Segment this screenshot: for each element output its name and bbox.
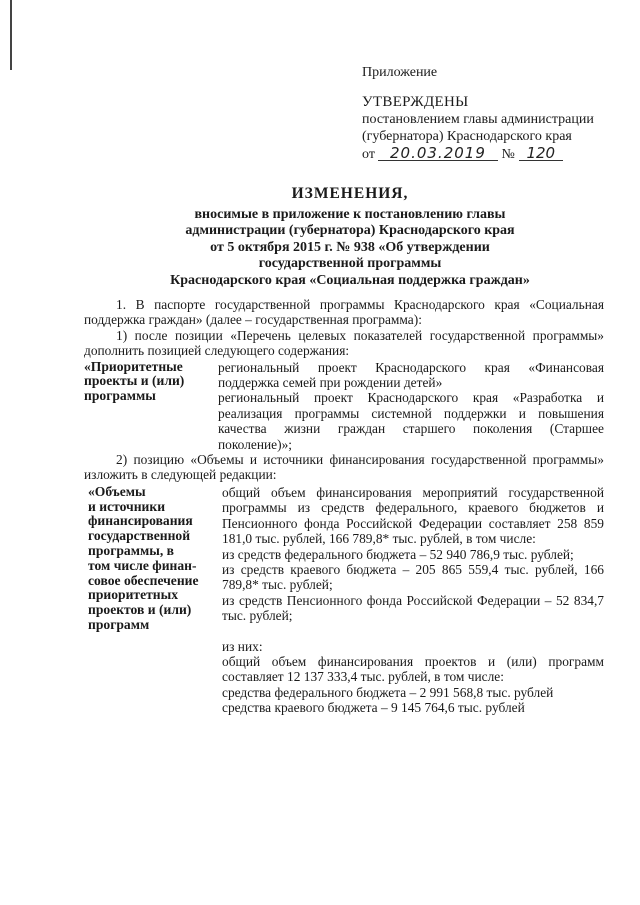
- funding-pension-fund: из средств Пенсионного фонда Российской Федерации – 52 834,7 тыс. рублей;: [222, 592, 604, 624]
- priority-project-1: региональный проект Краснодарского края «Финансовая поддержка семей при рождении детей»: [218, 359, 604, 391]
- funding-total: общий объем финансирования мероприятий государственной программы из средств федерального, краевого бюджетов и Пенсионного фонда Российской Федерации составляет 258 859 181,0 тыс. рублей, 166 789,8* тыс. рублей, в том числе:: [222, 484, 604, 547]
- funding-label-line: приоритетных: [88, 587, 179, 603]
- date-line: [362, 146, 630, 163]
- funding-label-line: совое обеспечение: [88, 572, 199, 588]
- number-prefix: №: [501, 147, 515, 162]
- appendix-label: Приложение: [362, 65, 438, 80]
- funding-label-line: программы, в: [88, 543, 174, 559]
- handwritten-date: 20.03.2019: [378, 146, 498, 161]
- priority-projects-position: [84, 360, 604, 452]
- funding-position: [84, 485, 604, 716]
- funding-label-line: проектов и (или): [88, 602, 192, 618]
- document-body: [84, 297, 604, 716]
- funding-values: [218, 485, 604, 716]
- funding-label-line: государственной: [88, 528, 191, 544]
- title-line-2: администрации (губернатора) Краснодарского края: [185, 223, 515, 238]
- decree-line-2: (губернатора) Краснодарского края: [362, 129, 572, 144]
- funding-federal: из средств федерального бюджета – 52 940 786,9 тыс. рублей;: [222, 546, 574, 562]
- spacer: [222, 624, 604, 639]
- date-prefix: от: [362, 147, 375, 162]
- approved-label: УТВЕРЖДЕНЫ: [362, 94, 469, 110]
- funding-label-line: программ: [88, 617, 150, 633]
- approval-block: [362, 64, 630, 163]
- funding-label-line: том числе финан-: [88, 557, 197, 573]
- funding-projects-total: общий объем финансирования проектов и (или) программ составляет 12 137 333,4 тыс. рублей, в том числе:: [222, 653, 604, 685]
- priority-projects-label: «Приоритетные проекты и (или) программы: [84, 358, 185, 403]
- handwritten-number: 120: [519, 146, 563, 161]
- title-line-5: Краснодарского края «Социальная поддержка граждан»: [170, 272, 530, 288]
- funding-of-which: из них:: [222, 638, 263, 654]
- title-line-4: государственной программы: [258, 256, 442, 271]
- paragraph-2: 1) после позиции «Перечень целевых показателей государственной программы» дополнить позицией следующего содержания:: [84, 327, 604, 359]
- funding-label: [84, 485, 218, 716]
- title-line-1: вносимые в приложение к постановлению главы: [194, 206, 506, 222]
- title-line-3: от 5 октября 2015 г. № 938 «Об утверждении: [210, 239, 490, 255]
- paragraph-1: 1. В паспорте государственной программы Краснодарского края «Социальная поддержка граждан» (далее – государственная программа):: [84, 297, 604, 328]
- funding-regional: из средств краевого бюджета – 205 865 559,4 тыс. рублей, 166 789,8* тыс. рублей;: [222, 561, 604, 593]
- priority-project-2: региональный проект Краснодарского края «Разработка и реализация программы системной поддержки и повышения качества жизни граждан старшего поколения (Старшее поколение)»;: [218, 390, 604, 452]
- funding-label-line: финансирования: [88, 513, 193, 529]
- funding-label-line: «Объемы: [88, 483, 146, 499]
- decree-line-1: постановлением главы администрации: [362, 112, 594, 127]
- funding-label-line: и источники: [88, 498, 166, 514]
- paragraph-3: 2) позицию «Объемы и источники финансирования государственной программы» изложить в следующей редакции:: [84, 452, 604, 483]
- title-heading: ИЗМЕНЕНИЯ,: [291, 185, 409, 202]
- funding-projects-regional: средства краевого бюджета – 9 145 764,6 тыс. рублей: [222, 700, 525, 716]
- funding-projects-federal: средства федерального бюджета – 2 991 568,8 тыс. рублей: [222, 684, 554, 700]
- page-edge-line: [10, 0, 12, 70]
- priority-projects-values: [218, 360, 604, 452]
- document-title: [140, 186, 560, 289]
